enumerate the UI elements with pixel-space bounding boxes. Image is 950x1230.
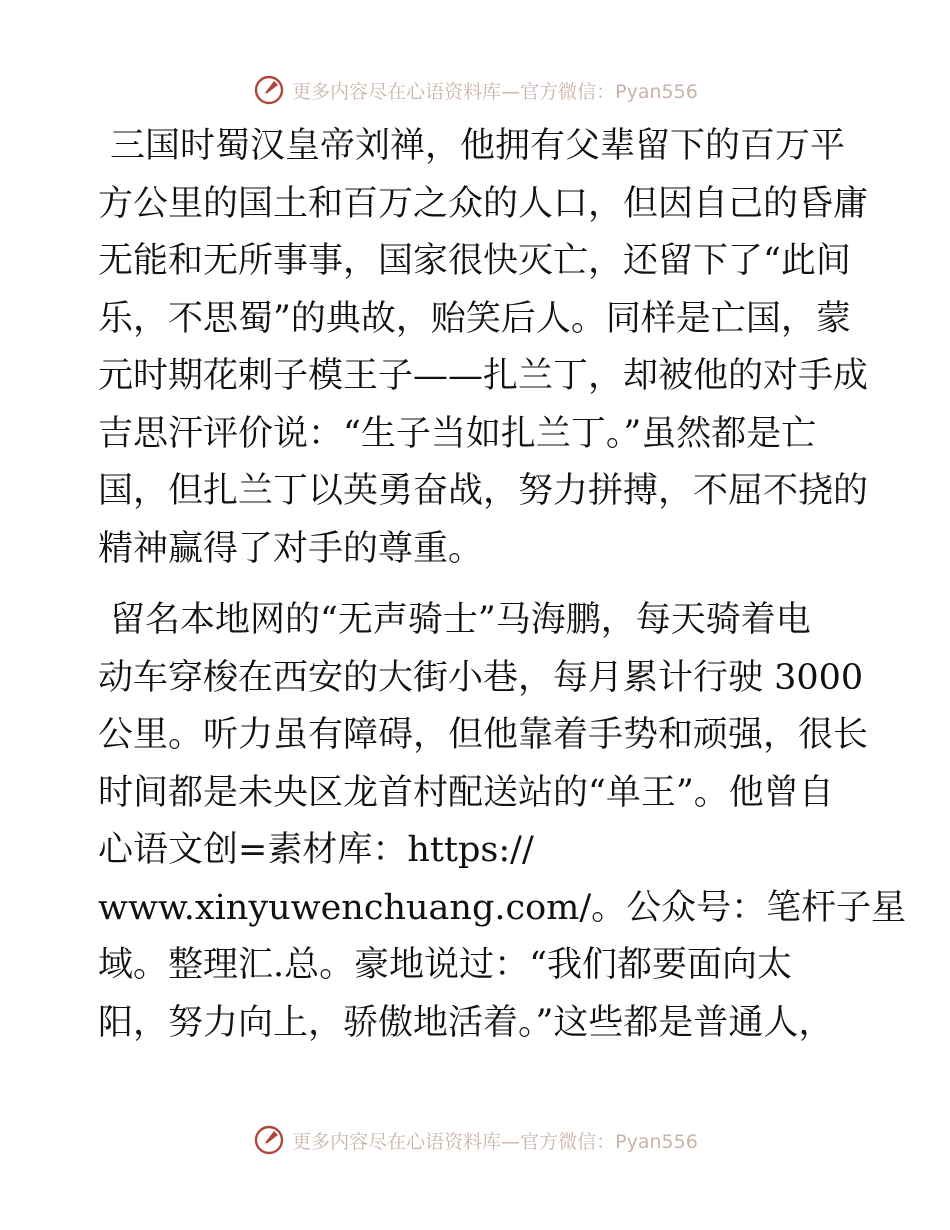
text-line: 心语文创=素材库：https:// <box>98 830 534 870</box>
text-line: 乐，不思蜀”的典故，贻笑后人。同样是亡国，蒙 <box>98 298 851 339</box>
banner-inner <box>252 73 698 107</box>
text-line: 域。整理汇.总。豪地说过：“我们都要面向太 <box>98 945 793 985</box>
paragraph-1 <box>98 118 869 578</box>
text-line: 精神赢得了对手的尊重。 <box>98 528 484 569</box>
text-line: www.xinyuwenchuang.com/。公众号：笔杆子星 <box>98 887 907 928</box>
text-line: 方公里的国土和百万之众的人口，但因自己的昏庸 <box>98 183 869 224</box>
banner-inner <box>252 1123 698 1157</box>
paragraph-2 <box>98 592 907 1052</box>
text-line: 时间都是未央区龙首村配送站的“单王”。他曾自 <box>98 772 834 813</box>
text-line: 公里。听力虽有障碍，但他靠着手势和顽强，很长 <box>98 715 869 755</box>
text-line: 国，但扎兰丁以英勇奋战，努力拼搏，不屈不挠的 <box>98 471 869 511</box>
header-banner <box>0 70 950 110</box>
footer-banner <box>0 1120 950 1160</box>
banner-text: 更多内容尽在心语资料库—官方微信：Pyan556 <box>292 1130 698 1153</box>
text-line: 元时期花剌子模王子——扎兰丁，却被他的对手成 <box>98 356 869 396</box>
text-line: 阳，努力向上，骄傲地活着。”这些都是普通人， <box>98 1002 834 1043</box>
banner-text: 更多内容尽在心语资料库—官方微信：Pyan556 <box>292 80 698 103</box>
text-line: 吉思汗评价说：“生子当如扎兰丁。”虽然都是亡 <box>98 413 817 454</box>
quill-pen-circle-icon <box>252 73 286 107</box>
text-line: 无能和无所事事，国家很快灭亡，还留下了“此间 <box>98 241 851 281</box>
document-body <box>98 118 907 1052</box>
text-line: 留名本地网的“无声骑士”马海鹏，每天骑着电 <box>110 600 811 640</box>
text-line: 三国时蜀汉皇帝刘禅，他拥有父辈留下的百万平 <box>110 126 846 166</box>
text-line: 动车穿梭在西安的大街小巷，每月累计行驶 3000 <box>98 657 864 698</box>
quill-pen-circle-icon <box>252 1123 286 1157</box>
